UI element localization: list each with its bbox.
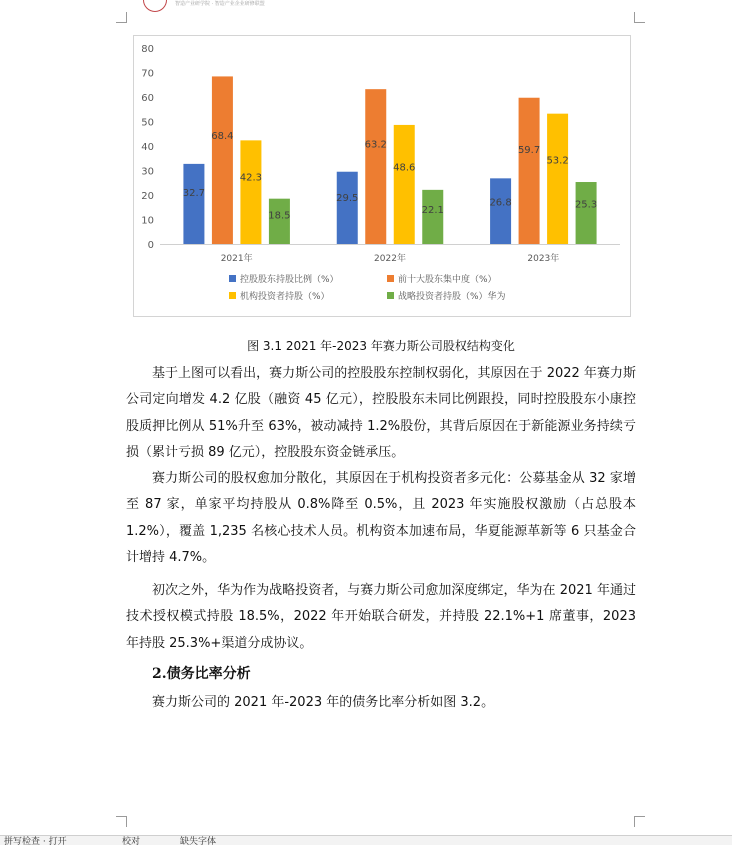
legend-swatch [387,275,394,282]
x-tick-label: 2022年 [374,254,406,264]
y-tick-label: 40 [141,142,154,153]
y-tick-label: 60 [141,93,154,104]
legend-swatch [229,275,236,282]
data-label: 59.7 [517,144,541,156]
status-spellcheck[interactable]: 拼写检查 · 打开 [4,837,67,845]
figure-caption: 图 3.1 2021 年-2023 年赛力斯公司股权结构变化 [247,339,515,353]
bar-3-3 [547,114,568,244]
paragraph-1 [126,361,636,466]
status-missing-font[interactable]: 缺失字体 [180,837,217,845]
bar-4-2 [422,190,443,244]
data-label: 53.2 [546,155,569,167]
data-label: 63.2 [364,139,387,151]
legend-swatch [387,292,394,299]
x-tick-label: 2023年 [527,254,560,264]
section-heading: 2.债务比率分析 [152,666,251,682]
data-label: 32.7 [182,187,206,199]
bar-2-1 [212,76,233,244]
paragraph-4-text: 赛力斯公司的 2021 年-2023 年的债务比率分析如图 3.2。 [152,695,495,710]
data-label: 18.5 [268,210,291,222]
bar-3-2 [394,125,415,244]
crop-mark-top-right [634,12,645,23]
legend-label: 控股股东持股比例（%） [240,275,339,285]
y-tick-label: 20 [141,191,154,202]
legend-label: 机构投资者持股（%） [240,292,330,302]
equity-structure-chart [133,35,631,317]
crop-mark-top-left [116,12,127,23]
data-label: 48.6 [393,162,416,174]
data-label: 29.5 [336,193,359,205]
y-tick-label: 70 [141,68,154,80]
data-label: 25.3 [574,199,598,211]
bar-4-3 [576,182,597,244]
paragraph-3-text: 初次之外，华为作为战略投资者，与赛力斯公司愈加深度绑定，华为在 2021 年通过技术授权模式持股 18.5%，2022 年开始联合研发，并持股 22.1%+1 席董事，2023 年持股 25.3%+渠道分成协议。 [126,583,636,651]
paragraph-4 [126,690,636,716]
legend-label: 战略投资者持股（%）华为 [398,292,506,302]
data-label: 26.8 [489,197,512,209]
paragraph-2 [126,466,636,571]
legend-swatch [229,292,236,299]
bar-2-2 [365,89,386,244]
status-proofread[interactable]: 校对 [122,837,141,845]
y-tick-label: 50 [141,117,154,129]
y-tick-label: 30 [141,166,154,178]
header-tagline: 智造产业研学院 · 智造产业企业研修联盟 [175,1,265,7]
bar-1-1 [183,164,204,244]
crop-mark-bottom-left [116,816,127,827]
header-logo-icon [143,0,167,12]
bar-3-1 [240,140,261,244]
y-tick-label: 0 [147,240,154,251]
paragraph-3 [126,578,636,657]
x-tick-label: 2021年 [220,254,253,264]
data-label: 68.4 [211,131,234,143]
data-label: 22.1 [421,204,444,216]
bar-2-3 [519,98,540,244]
paragraph-1-text: 基于上图可以看出，赛力斯公司的控股股东控制权弱化，其原因在于 2022 年赛力斯公司定向增发 4.2 亿股（融资 45 亿元），控股股东未同比例跟投，同时控股股东小康控股质押比例从 51%升至 63%，被动减持 1.2%股份，其背后原因在于新能源业务持续亏损（累计亏损 89 亿元），控股股东资金链承压。 [126,366,636,460]
data-label: 42.3 [239,172,263,184]
bar-1-3 [490,178,511,244]
y-tick-label: 80 [141,44,154,55]
chart-svg [134,36,630,316]
crop-mark-bottom-right [634,816,645,827]
bar-1-2 [337,172,358,244]
paragraph-2-text: 赛力斯公司的股权愈加分散化，其原因在于机构投资者多元化：公募基金从 32 家增至 87 家，单家平均持股从 0.8%降至 0.5%，且 2023 年实施股权激励（占总股本 1.2%），覆盖 1,235 名核心技术人员。机构资本加速布局，华夏能源革新等 6 只基金合计增持 4.7%。 [126,471,636,565]
legend-label: 前十大股东集中度（%） [398,275,497,285]
y-tick-label: 10 [141,215,154,227]
